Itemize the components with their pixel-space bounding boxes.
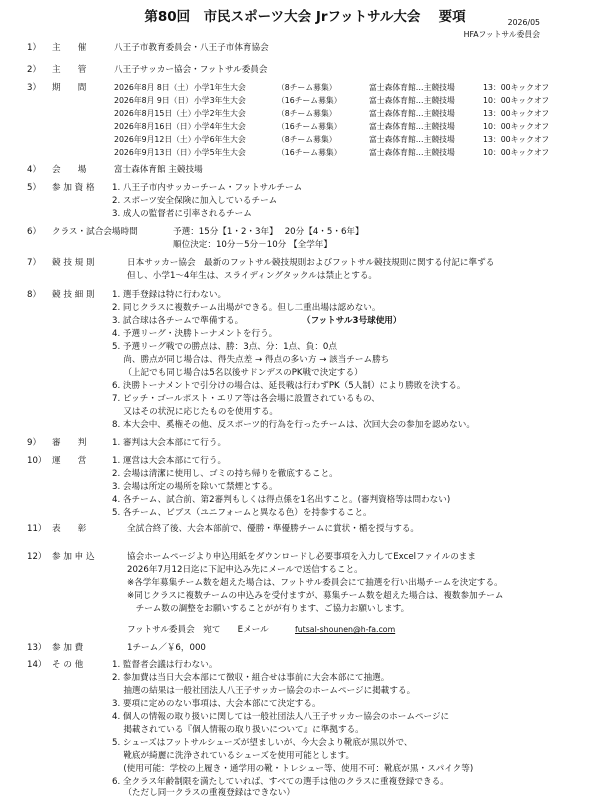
list-item: 2. 会場は清潔に使用し、ゴミの持ち帰りを徹底すること。 — [112, 469, 338, 479]
section-text: 予選：15分【1・2・3年】 20分【4・5・6年】 — [173, 227, 364, 237]
section-number: 12） — [27, 552, 47, 562]
issue-date: 2026/05 — [507, 18, 540, 27]
section-text: 富士森体育館 主競技場 — [114, 165, 203, 175]
section-label: 競 技 細 則 — [52, 290, 95, 300]
list-item: (使用可能：学校の上履き・通学用の靴・トレシュー等、使用不可：靴底が黒・スパイク等) — [112, 764, 474, 774]
list-item: 又はその状況に応じたものを使用する。 — [112, 407, 279, 417]
section-number: 4） — [27, 165, 42, 175]
list-item: 5. シューズはフットサルシューズが望ましいが、今大会より靴底が黒以外で、 — [112, 738, 413, 748]
schedule-time: 10：00キックオフ — [483, 96, 550, 105]
list-item: 1. 運営は大会本部にて行う。 — [112, 456, 227, 466]
section-label: 表 彰 — [52, 524, 87, 534]
schedule-venue: 富士森体育館…主競技場 — [369, 109, 455, 118]
section-text: 但し、小学1～4年生は、スライディングタックルは禁止とする。 — [127, 271, 378, 281]
section-text: 2026年7月12日迄に下記申込み先にメールで送信すること。 — [127, 565, 363, 575]
schedule-grade: 小学2年生大会 — [194, 109, 246, 118]
list-item: （上記でも同じ場合は5名以後サドンデスのPK戦で決定する） — [112, 368, 363, 378]
section-text: 八王子サッカー協会・フットサル委員会 — [114, 65, 268, 75]
list-item: 3. 要項に定めのない事項は、大会本部にて決定する。 — [112, 699, 321, 709]
ball-note: （フットサル3号球使用） — [302, 316, 402, 326]
section-text: 1. 審判は大会本部にて行う。 — [112, 438, 227, 448]
list-item: （ただし同一クラスの重複登録はできない） — [112, 788, 295, 798]
section-label: 主 催 — [52, 43, 87, 53]
list-item: 掲載されている『個人情報の取り扱いについて』に準拠する。 — [112, 725, 364, 735]
section-text: 全試合終了後、大会本部前で、優勝・準優勝チームに賞状・楯を授与する。 — [127, 524, 420, 534]
list-item: 5. 予選リーグ戦での勝点は、勝：3点、分：1点、負：0点 — [112, 342, 337, 352]
section-label: そ の 他 — [52, 660, 84, 670]
section-number: 7） — [27, 258, 42, 268]
schedule-date: 2026年9月13日（日） — [114, 148, 196, 157]
section-number: 3） — [27, 83, 42, 93]
contact-email-link[interactable]: futsal-shounen@h-fa.com — [295, 625, 396, 634]
list-item: 2. 参加費は当日大会本部にて徴収・組合せは事前に大会本部にて抽選。 — [112, 673, 390, 683]
schedule-venue: 富士森体育館…主競技場 — [369, 122, 455, 131]
section-label: クラス・試合会場時間 — [52, 227, 138, 237]
section-text: チーム数の調整をお願いすることがが有ります、ご協力お願いします。 — [127, 604, 410, 614]
section-number: 5） — [27, 183, 42, 193]
section-number: 13） — [27, 643, 47, 653]
section-number: 9） — [27, 438, 42, 448]
schedule-grade: 小学1年生大会 — [194, 83, 246, 92]
list-item: 8. 本大会中、奚権その他、反スポーツ的行為を行ったチームは、次回大会の参加を認めない。 — [112, 420, 475, 430]
section-label: 期 間 — [52, 83, 87, 93]
list-item: 4. 予選リーグ・決勝トーナメントを行う。 — [112, 329, 278, 339]
list-item: 1. 八王子市内サッカーチーム・フットサルチーム — [112, 183, 303, 193]
section-text: 日本サッカー協会 最新のフットサル競技規則およびフットサル競技規則に関する付記に準ずる — [127, 258, 495, 268]
list-item: 抽選の結果は一般社団法人八王子サッカー協会のホームページに掲載する。 — [112, 686, 416, 696]
schedule-venue: 富士森体育館…主競技場 — [369, 96, 455, 105]
schedule-time: 10：00キックオフ — [483, 122, 550, 131]
schedule-date: 2026年9月12日（土） — [114, 135, 196, 144]
list-item: 3. 会場は所定の場所を除いて禁煙とする。 — [112, 482, 278, 492]
section-text: 協会ホームページより申込用紙をダウンロードし必要事項を入力してExcelファイルのまま — [127, 552, 476, 562]
schedule-date: 2026年8月 9日（日） — [114, 96, 194, 105]
schedule-venue: 富士森体育館…主競技場 — [369, 148, 455, 157]
schedule-grade: 小学5年生大会 — [194, 148, 246, 157]
list-item: 5. 各チーム、ビブス（ユニフォームと異なる色）を持参すること。 — [112, 508, 372, 518]
list-item: 1. 選手登録は特に行わない。 — [112, 290, 227, 300]
list-item: 1. 監督者会議は行わない。 — [112, 660, 218, 670]
section-number: 6） — [27, 227, 42, 237]
list-item: 2. スポーツ安全保険に加入しているチーム — [112, 196, 278, 206]
list-item: 尚、勝点が同じ場合は、得失点差 → 得点の多い方 → 該当チーム勝ち — [112, 355, 390, 365]
list-item: 2. 同じクラスに複数チーム出場ができる。但し二重出場は認めない。 — [112, 303, 381, 313]
section-number: 10） — [27, 456, 47, 466]
section-label: 会 場 — [52, 165, 87, 175]
section-text: 八王子市教育委員会・八王子市体育協会 — [114, 43, 269, 53]
schedule-venue: 富士森体育館…主競技場 — [369, 135, 455, 144]
section-text: 1チーム／￥6，000 — [127, 643, 206, 653]
schedule-date: 2026年8月15日（土） — [114, 109, 196, 118]
list-item: 3. 成人の監督者に引率されるチーム — [112, 209, 252, 219]
section-text: 順位決定：10分－5分－10分 【全学年】 — [173, 240, 332, 250]
list-item: 7. ピッチ・ゴールポスト・エリア等は各会場に設置されているもの、 — [112, 394, 380, 404]
section-text: ※同じクラスに複数チームの申込みを受付ますが、募集チーム数を超えた場合は、複数参加チーム — [127, 591, 504, 601]
organizer-name: HFAフットサル委員会 — [463, 30, 540, 39]
section-number: 1） — [27, 43, 42, 53]
section-label: 競 技 規 則 — [52, 258, 95, 268]
schedule-time: 13：00キックオフ — [483, 83, 550, 92]
section-label: 運 営 — [52, 456, 87, 466]
section-label: 審 判 — [52, 438, 87, 448]
page-title: 第80回 市民スポーツ大会 Jrフットサル大会 要項 — [144, 9, 466, 25]
schedule-teams: （16チーム募集） — [277, 96, 342, 105]
section-number: 8） — [27, 290, 42, 300]
section-number: 14） — [27, 660, 47, 670]
section-label: 参 加 資 格 — [52, 183, 95, 193]
list-item: 4. 個人の情報の取り扱いに関しては一般社団法人八王子サッカー協会のホームページに — [112, 712, 450, 722]
section-text: ※各学年募集チーム数を超えた場合は、フットサル委員会にて抽選を行い出場チームを決定する。 — [127, 578, 503, 588]
section-label: 参 加 費 — [52, 643, 84, 653]
section-label: 主 管 — [52, 65, 87, 75]
list-item: 3. 試合球は各チームで準備する。 — [112, 316, 244, 326]
schedule-time: 13：00キックオフ — [483, 135, 550, 144]
list-item: 6. 決勝トーナメントで引分けの場合は、延長戦は行わずPK（5人制）により勝敗を決する。 — [112, 381, 466, 391]
section-number: 2） — [27, 65, 42, 75]
list-item: 靴底が綺麗に洗浄されているシューズを使用可能とします。 — [112, 751, 355, 761]
schedule-teams: （8チーム募集） — [277, 109, 337, 118]
schedule-venue: 富士森体育館…主競技場 — [369, 83, 455, 92]
schedule-date: 2026年8月16日（日） — [114, 122, 196, 131]
schedule-teams: （8チーム募集） — [277, 135, 337, 144]
section-label: 参 加 申 込 — [52, 552, 95, 562]
schedule-teams: （16チーム募集） — [277, 148, 342, 157]
schedule-teams: （16チーム募集） — [277, 122, 342, 131]
schedule-teams: （8チーム募集） — [277, 83, 337, 92]
schedule-time: 10：00キックオフ — [483, 148, 550, 157]
schedule-date: 2026年8月 8日（土） — [114, 83, 194, 92]
schedule-grade: 小学6年生大会 — [194, 135, 246, 144]
schedule-time: 13：00キックオフ — [483, 109, 550, 118]
list-item: 6. 全クラス年齢制限を満たしていれば、すべての選手は他のクラスに重複登録できる。 — [112, 777, 449, 787]
contact-label: フットサル委員会 宛て Eメール — [127, 625, 269, 635]
list-item: 4. 各チーム、試合前、第2審判もしくは得点係を1名出すこと。(審判資格等は問わない) — [112, 495, 451, 505]
schedule-grade: 小学3年生大会 — [194, 96, 246, 105]
section-number: 11） — [27, 524, 47, 534]
schedule-grade: 小学4年生大会 — [194, 122, 246, 131]
